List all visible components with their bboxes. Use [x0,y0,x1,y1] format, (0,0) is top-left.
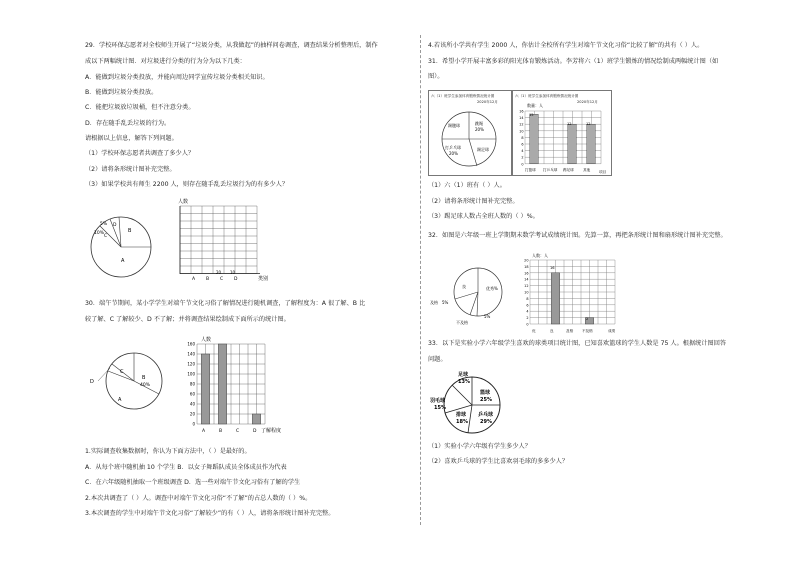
q30-question: C．在六年级随机抽取一个班级调查 D．选一些对端午节文化习俗有了解的学生 [85,479,301,486]
pie-percent-c: 10% [94,231,105,236]
q30-bar-B [218,344,227,424]
q31-cat: 打乒乓球 [543,168,558,172]
y-tick-label: 0 [526,322,529,327]
q30-y-ticks [187,342,195,427]
y-tick-label: 6 [521,142,524,147]
q29-ylabel: 人数 [178,199,189,205]
y-tick-label: 120 [187,361,195,367]
y-tick-label: 18 [524,264,529,269]
q32-slice-label: 不及格 [456,320,468,325]
q30-pie-label-d: D [90,379,94,385]
q31-slice-label: 跳绳 [475,121,483,126]
q29-line: D．存在随手乱丢垃圾的行为。 [85,120,171,127]
q32-cat: 不及格 [582,329,593,333]
q32-slice-percent: 5% [484,314,491,319]
q32-y-ticks [524,259,528,327]
q32-val: 2 [586,317,589,321]
q33-question: （2）喜欢乒乓球的学生比喜欢羽毛球的多多少人？ [428,458,569,465]
q31-val: 12 [586,122,591,126]
y-tick-label: 16 [519,109,524,114]
y-tick-label: 20 [189,411,195,417]
y-tick-label: 2 [521,155,524,160]
q31-bar-踢足球 [568,124,577,164]
q30-cat-b: B [219,429,223,434]
q30-bar-D [252,414,261,424]
q31-bar-chart [513,101,611,175]
q29-line: 29．学校环保志愿者对全校师生开展了“垃圾分类，从我做起”的抽样问卷调查，调查结果分析整理后，制作 [85,42,378,49]
y-tick-label: 60 [189,391,195,397]
q31-bar-打篮球 [530,114,539,164]
pie-label-a: A [121,258,125,264]
column-divider [420,35,421,525]
q31-bar-box [512,90,612,176]
y-tick-label: 4 [526,309,529,314]
q32-slice-label: 优秀 [486,286,494,291]
q29-bar-chart [168,196,268,286]
q32-slice-label: 良 [462,284,466,289]
q31-cat: 其他 [583,168,591,172]
y-tick-label: 16 [524,271,529,276]
y-tick-label: 20 [524,258,529,263]
q30-cat-c: C [236,429,240,434]
q29-line: B．能做到垃圾分类投放。 [85,89,158,96]
y-tick-label: 14 [519,116,524,121]
y-tick-label: 140 [187,351,195,357]
q33-line: 33．以下是实验小学六年级学生喜欢的球类项目统计图，已知喜欢篮球的学生人数是 75 人。根据统计图回答 [428,340,727,347]
q31-slice-label: 踢毽球 [448,123,460,128]
q33-slice-label: 足球 [458,372,469,378]
q30-bar-A [201,354,210,424]
q31-ylabel: 数量：人 [527,103,543,108]
q32-slice-label: 及格 [430,300,438,305]
y-tick-label: 0 [192,421,195,427]
q30-pie-b-percent: 40% [140,383,151,388]
q31-slice-label: 打乒乓球 [445,145,461,150]
q30-question: 1.实际调查收集数据时，你认为下面方法中，（ ）是最好的。 [85,448,251,455]
q29-val-d: 10 [230,270,236,275]
q29-cat-d: D [234,277,238,282]
q29-pie-chart [88,214,158,284]
pie-label-c: C [104,234,108,239]
q30-cat-a: A [202,429,206,434]
q29-line: A．能做到垃圾分类投放，并能向周边同学宣传垃圾分类相关知识。 [85,74,269,81]
q33-pie-chart [430,368,510,438]
q32-ylabel: 人数：人 [532,253,548,258]
q30-question: A．从每个班中随机抽 10 个学生 B．以女子舞蹈队成员全体成员作为代表 [85,464,287,471]
q29-cat-c: C [220,277,224,282]
q31-slice-percent: 20% [449,151,458,156]
q30-pie-label-c: C [120,369,124,375]
q30-ylabel: 人数 [201,337,212,343]
y-tick-label: 100 [187,371,195,377]
q30-cat-d: D [253,429,257,434]
q30-xlabel: 了解程度 [261,428,282,434]
q29-line: （3）如果学校共有师生 2200 人，则存在随手乱丢垃圾行为的有多少人？ [85,181,289,188]
q33-slice-percent: 29% [480,419,492,425]
q30-line: 较了解、C 了解较少、D 不了解；并将调查结果绘制成下面所示的统计图。 [85,316,290,323]
q32-pie-chart [428,262,518,330]
q29-line: （1）学校环保志愿者共调查了多少人？ [85,150,195,157]
q31-question: （1）六（1）班有（ ）人。 [428,182,506,189]
q29-xlabel: 类别 [258,276,268,282]
y-tick-label: 80 [189,381,195,387]
q32-slice-percent: % [494,286,498,291]
q33-slice-percent: 18% [456,419,468,425]
y-tick-label: 10 [519,129,524,134]
q32-cat: 及格 [566,329,574,333]
q29-cat-b: B [206,277,210,282]
q33-slice-percent: 15% [434,405,446,411]
q32-xlabel: 成绩 [608,329,616,333]
y-tick-label: 12 [524,284,529,289]
q31-question: （2）请将条形统计图补充完整。 [428,198,519,205]
q33-slice-label: 乒乓球 [478,412,494,418]
q30-bar-chart [175,334,295,438]
q31-pie-box [428,90,512,176]
q31-slice-percent: 20% [475,127,484,132]
q33-slice-label: 篮球 [480,390,491,396]
q30-line: 30．端午节期间，某小学学生对端午节文化习俗了解情况进行随机调查，了解程度为：A 很了解、B 比 [85,300,366,307]
q30-pie-label-a: A [118,397,122,403]
pie-percent-d: 5% [100,222,108,227]
q32-cat: 优 [532,329,536,333]
q31-pie-chart [429,105,511,175]
q31-line: 31．希望小学开展丰富多彩的阳光体育锻炼活动。李芳将六（1）班学生锻炼的情况绘制成两幅统计图（如 [428,58,719,65]
q31-pie-title: 六（1）班学生参加体育锻炼情况统计图 [431,94,495,98]
q33-question: （1）实验小学六年级有学生多少人？ [428,443,531,450]
q30-question: 3.本次调查的学生中对端午节文化习俗“了解较少”的有（ ）人，请将条形统计图补充完整。 [85,510,335,517]
q29-cat-a: A [192,277,196,282]
q29-line: C．能把垃圾放垃圾桶，但不注意分类。 [85,104,195,111]
q31-val: 12 [567,122,572,126]
pie-label-d: D [113,223,117,228]
y-tick-label: 160 [187,341,195,347]
q31-bar-date: 2020年12月 [577,100,598,104]
q30-4-line: 4.若该所小学共有学生 2000 人，你估计全校所有学生对端午节文化习俗“比较了解”的共有（ ）人。 [428,42,704,49]
q32-slice-percent: 5% [442,300,449,305]
q33-line: 问题。 [428,356,447,363]
q33-slice-label: 排球 [456,412,467,418]
y-tick-label: 12 [519,122,524,127]
q29-line: 请根据以上信息，解答下列问题。 [85,135,178,142]
q31-bar-title: 六（1）班学生参加体育锻炼情况统计图 [515,94,579,98]
q29-line: （2）请将条形统计图补充完整。 [85,166,176,173]
q31-pie-date: 2020年12月 [477,100,498,104]
pie-label-b: B [128,228,132,234]
y-tick-label: 4 [521,149,524,154]
q33-slice-percent: 25% [480,397,492,403]
q31-y-ticks [519,110,523,167]
q33-slice-percent: 13% [458,379,470,385]
q29-grid [180,206,260,274]
q32-cat: 良 [550,329,554,333]
q31-xlabel: 项目 [599,170,607,174]
y-tick-label: 8 [526,296,529,301]
q32-grid [530,260,615,324]
q30-pie-chart [88,346,168,416]
q31-cat: 打篮球 [525,168,536,172]
q31-question: （3）踢足球人数占全班人数的（ ）%。 [428,213,539,220]
y-tick-label: 40 [189,401,195,407]
q32-bar-chart [516,250,620,334]
q29-line: 成以下两幅统计图．对垃圾进行分类的行为分为以下几类： [85,58,246,65]
q31-slice-label: 踢足球 [477,147,489,152]
y-tick-label: 8 [521,135,524,140]
q31-bar-其他 [587,124,596,164]
y-tick-label: 0 [521,162,524,167]
q31-line: 图）。 [428,73,444,80]
q31-val: 15 [529,113,534,117]
y-tick-label: 10 [524,290,529,295]
q29-val-c: 20 [216,270,222,275]
y-tick-label: 6 [526,303,529,308]
q30-question: 2.本次共调查了（ ）人。调查中对端午节文化习俗“不了解”的占总人数的（ ）%。 [85,495,312,502]
y-tick-label: 2 [526,316,529,321]
q33-slice-label: 羽毛球 [430,398,446,404]
q30-pie-label-b: B [142,375,146,381]
y-tick-label: 14 [524,277,529,282]
q31-cat: 踢足球 [563,168,574,172]
q32-line: 32．如图是六年级一班上学期期末数学考试成绩统计图。先算一算，再把条形统计图和扇形统计图补充完整。 [428,232,727,239]
q32-bar-良 [551,273,560,324]
q32-val: 16 [550,266,555,270]
